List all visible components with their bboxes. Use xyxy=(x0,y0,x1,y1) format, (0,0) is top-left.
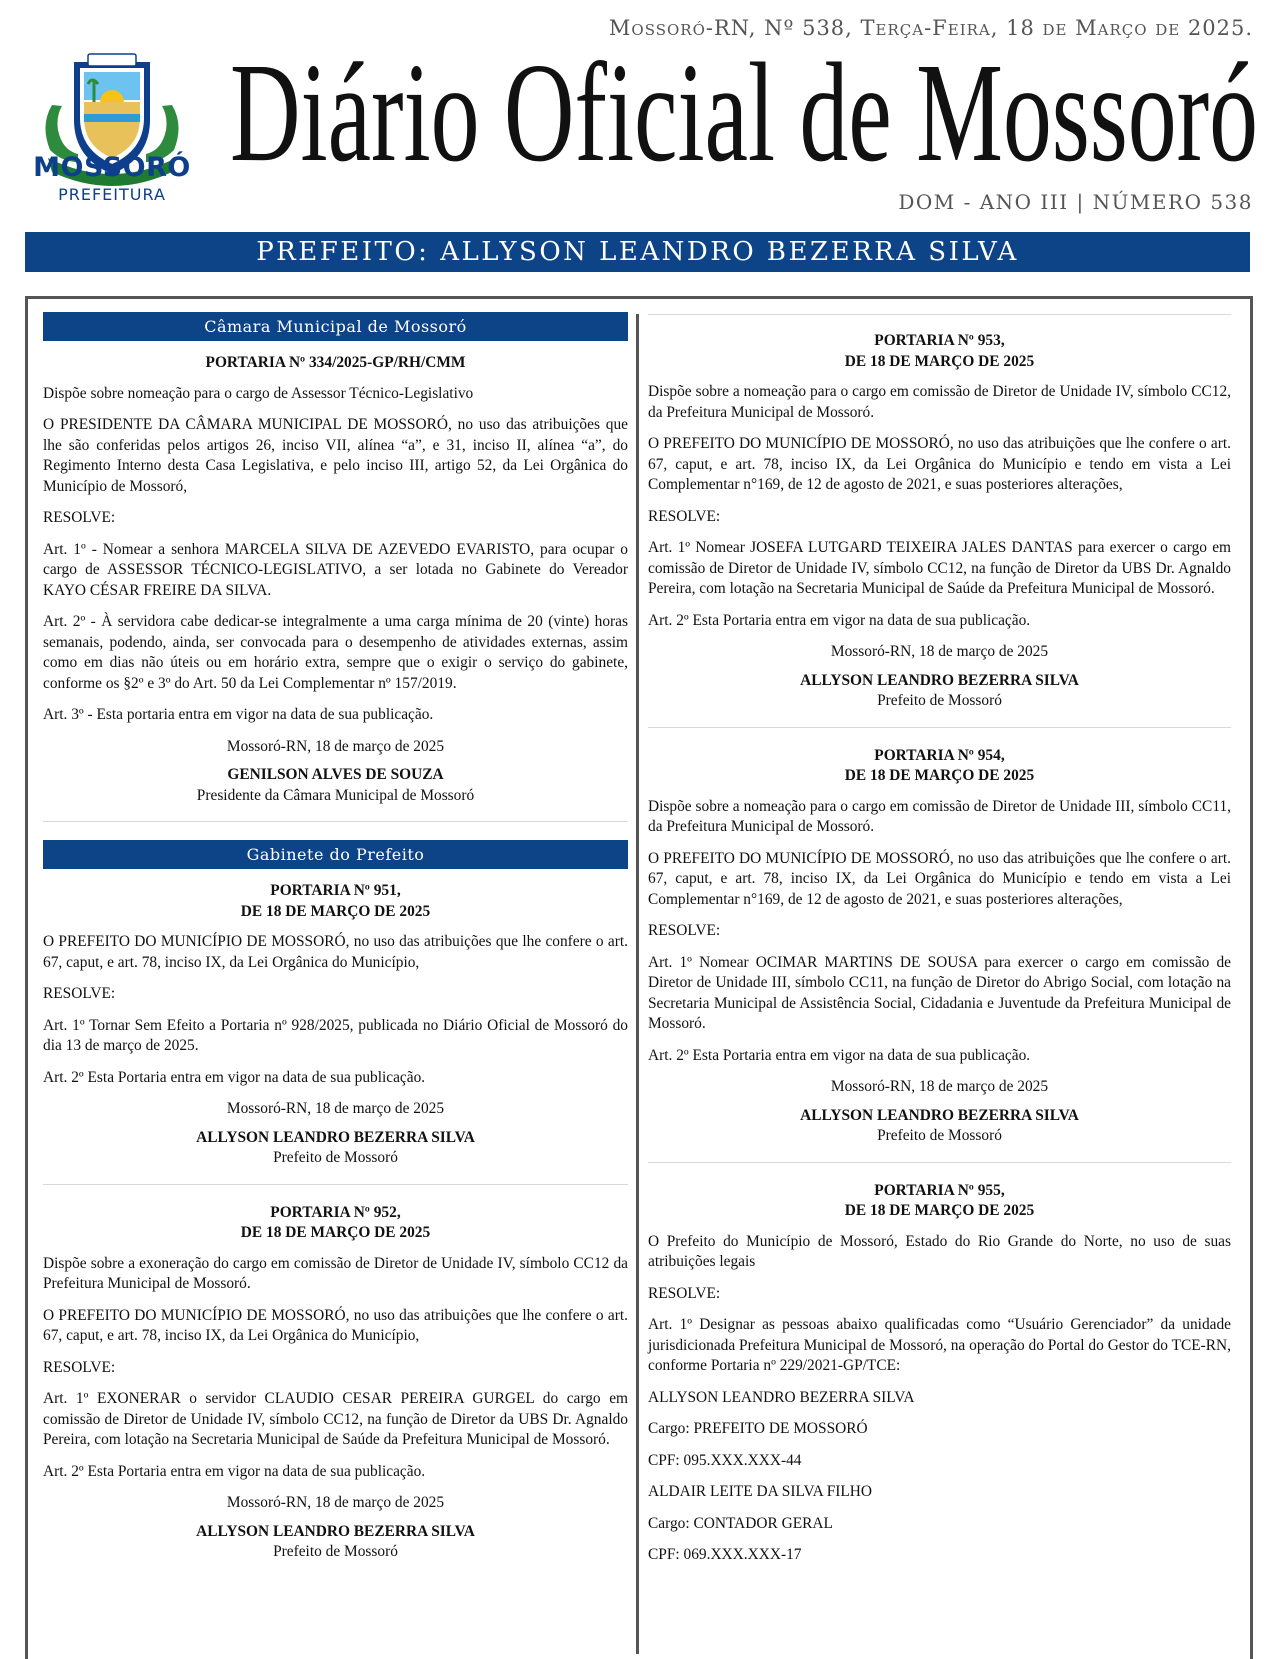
portaria-951-art1: Art. 1º Tornar Sem Efeito a Portaria nº 928/2025, publicada no Diário Oficial de Mossoró do dia 13 de março de 2025. xyxy=(43,1016,628,1054)
portaria-954-art1: Art. 1º Nomear OCIMAR MARTINS DE SOUSA para exercer o cargo em comissão de Diretor de Unidade III, símbolo CC11, na função de Diretor do Abrigo Social, com lotação na Secretaria Municipal de Assistência Social, Cidadania e Juventude da Prefeitura Municipal de Mossoró. xyxy=(648,953,1231,1032)
portaria-954-title: PORTARIA Nº 954, xyxy=(874,746,1005,764)
portaria-334-art3: Art. 3º - Esta portaria entra em vigor na data de sua publicação. xyxy=(43,706,434,723)
portaria-953-signer: ALLYSON LEANDRO BEZERRA SILVA xyxy=(800,671,1079,689)
portaria-955-title: PORTARIA Nº 955, xyxy=(874,1181,1005,1199)
section-camara: Câmara Municipal de Mossoró xyxy=(43,312,628,341)
portaria-954-art2: Art. 2º Esta Portaria entra em vigor na data de sua publicação. xyxy=(648,1046,1031,1064)
portaria-953-date: Mossoró-RN, 18 de março de 2025 xyxy=(830,643,1049,660)
portaria-955-preamble: O Prefeito do Município de Mossoró, Estado do Rio Grande do Norte, no uso de suas atribuições legais xyxy=(648,1232,1231,1270)
portaria-951-resolve: RESOLVE: xyxy=(43,985,116,1002)
divider xyxy=(43,821,628,822)
logo-wordmark: MOSSORÓ xyxy=(33,152,191,183)
portaria-951-date-title: DE 18 DE MARÇO DE 2025 xyxy=(240,902,431,920)
portaria-953-art1: Art. 1º Nomear JOSEFA LUTGARD TEIXEIRA JALES DANTAS para exercer o cargo em comissão de Diretor de Unidade IV, símbolo CC12, na função de Diretor da UBS Dr. Agnaldo Pereira, com lotação na Secretaria Municipal de Saúde da Prefeitura Municipal de Mossoró. xyxy=(648,539,1231,597)
portaria-334-ementa: Dispõe sobre nomeação para o cargo de Assessor Técnico-Legislativo xyxy=(43,384,474,402)
divider xyxy=(648,727,1231,728)
portaria-953-art2: Art. 2º Esta Portaria entra em vigor na data de sua publicação. xyxy=(648,611,1031,629)
issue-number: DOM - ANO III | NÚMERO 538 xyxy=(898,190,1253,214)
portaria-953-title: PORTARIA Nº 953, xyxy=(874,332,1005,349)
portaria-951-signer: ALLYSON LEANDRO BEZERRA SILVA xyxy=(196,1128,475,1146)
portaria-953-ementa: Dispõe sobre a nomeação para o cargo em comissão de Diretor de Unidade IV, símbolo CC12, da Prefeitura Municipal de Mossoró. xyxy=(648,383,1231,421)
portaria-954-resolve: RESOLVE: xyxy=(648,922,721,939)
portaria-952-date-title: DE 18 DE MARÇO DE 2025 xyxy=(240,1224,431,1241)
masthead-text: Diário Oficial de Mossoró xyxy=(230,33,1258,182)
portaria-954-preamble: O PREFEITO DO MUNICÍPIO DE MOSSORÓ, no uso das atribuições que lhe confere o art. 67, caput, e art. 78, inciso IX, da Lei Orgânica do Município e tendo em vista a Lei Complementar n°169, de 12 de agosto de 2021, e suas posteriores alterações, xyxy=(648,849,1231,908)
portaria-955-art1: Art. 1º Designar as pessoas abaixo qualificadas como “Usuário Gerenciador” da unidade jurisdicionada Prefeitura Municipal de Mossoró, na operação do Portal do Gestor do TCE-RN, conforme Portaria nº 229/2021-GP/TCE: xyxy=(648,1316,1231,1374)
section-gabinete: Gabinete do Prefeito xyxy=(43,840,628,869)
column-divider xyxy=(636,314,639,1654)
portaria-952-role: Prefeito de Mossoró xyxy=(273,1543,398,1560)
portaria-953-date-title: DE 18 DE MARÇO DE 2025 xyxy=(844,352,1035,370)
portaria-951-date: Mossoró-RN, 18 de março de 2025 xyxy=(226,1100,445,1117)
portaria-955-person2-cargo: Cargo: CONTADOR GERAL xyxy=(648,1514,833,1532)
portaria-952-resolve: RESOLVE: xyxy=(43,1358,116,1376)
portaria-951-title: PORTARIA Nº 951, xyxy=(270,882,401,899)
portaria-952-preamble: O PREFEITO DO MUNICÍPIO DE MOSSORÓ, no uso das atribuições que lhe confere o art. 67, caput, e art. 78, inciso IX, da Lei Orgânica do Município, xyxy=(43,1306,628,1344)
divider xyxy=(648,1162,1231,1163)
right-column xyxy=(648,312,1231,1577)
portaria-951-art2: Art. 2º Esta Portaria entra em vigor na data de sua publicação. xyxy=(43,1068,426,1086)
portaria-334-title: PORTARIA Nº 334/2025-GP/RH/CMM xyxy=(205,354,466,371)
portaria-952-date: Mossoró-RN, 18 de março de 2025 xyxy=(226,1494,445,1511)
portaria-334-date: Mossoró-RN, 18 de março de 2025 xyxy=(226,737,445,755)
portaria-951-preamble: O PREFEITO DO MUNICÍPIO DE MOSSORÓ, no uso das atribuições que lhe confere o art. 67, caput, e art. 78, inciso IX, da Lei Orgânica do Município, xyxy=(43,933,628,971)
divider xyxy=(43,1184,628,1185)
portaria-952-signer: ALLYSON LEANDRO BEZERRA SILVA xyxy=(196,1522,475,1540)
portaria-953-role: Prefeito de Mossoró xyxy=(877,692,1002,709)
masthead-title xyxy=(230,32,1260,182)
portaria-334-art2: Art. 2º - À servidora cabe dedicar-se integralmente a uma carga mínima de 20 (vinte) horas semanais, podendo, ainda, ser convocada para o desempenho de atividades externas, assim como em dias não úteis ou em horário extra, sempre que o exigir o serviço do gabinete, conforme os §2º e 3º do Art. 50 da Lei Complementar nº 157/2019. xyxy=(43,613,628,692)
portaria-952-ementa: Dispõe sobre a exoneração do cargo em comissão de Diretor de Unidade IV, símbolo CC12 da Prefeitura Municipal de Mossoró. xyxy=(43,1254,628,1292)
portaria-334-resolve: RESOLVE: xyxy=(43,509,116,526)
portaria-955-resolve: RESOLVE: xyxy=(648,1284,721,1302)
portaria-953-resolve: RESOLVE: xyxy=(648,507,721,525)
portaria-334-signer: GENILSON ALVES DE SOUZA xyxy=(227,766,444,783)
portaria-955-person1-name: ALLYSON LEANDRO BEZERRA SILVA xyxy=(648,1388,915,1406)
portaria-954-role: Prefeito de Mossoró xyxy=(877,1127,1002,1144)
logo-subtitle: PREFEITURA xyxy=(58,185,166,204)
portaria-954-signer: ALLYSON LEANDRO BEZERRA SILVA xyxy=(800,1106,1079,1124)
portaria-955-person1-cargo: Cargo: PREFEITO DE MOSSORÓ xyxy=(648,1420,868,1437)
portaria-955-person1-cpf: CPF: 095.XXX.XXX-44 xyxy=(648,1451,802,1469)
left-column xyxy=(43,312,628,1563)
mayor-banner: PREFEITO: ALLYSON LEANDRO BEZERRA SILVA xyxy=(25,232,1250,272)
portaria-954-date: Mossoró-RN, 18 de março de 2025 xyxy=(830,1078,1049,1095)
portaria-952-title: PORTARIA Nº 952, xyxy=(270,1203,401,1221)
portaria-334-preamble: O PRESIDENTE DA CÂMARA MUNICIPAL DE MOSSORÓ, no uso das atribuições que lhe são conferidas pelos artigos 26, inciso VII, alínea “a”, e 31, inciso II, alínea “a”, do Regimento Interno desta Casa Legislativa, e pelo inciso III, artigo 52, da Lei Orgânica do Município de Mossoró, xyxy=(43,416,628,495)
portaria-955-person2-cpf: CPF: 069.XXX.XXX-17 xyxy=(648,1546,802,1563)
portaria-954-ementa: Dispõe sobre a nomeação para o cargo em comissão de Diretor de Unidade III, símbolo CC11, da Prefeitura Municipal de Mossoró. xyxy=(648,797,1231,835)
portaria-952-art1: Art. 1º EXONERAR o servidor CLAUDIO CESAR PEREIRA GURGEL do cargo em comissão de Diretor de Unidade IV, símbolo CC12, na função de Diretor da UBS Dr. Agnaldo Pereira, com lotação na Secretaria Municipal de Saúde da Prefeitura Municipal de Mossoró. xyxy=(43,1390,628,1448)
portaria-334-role: Presidente da Câmara Municipal de Mossoró xyxy=(196,786,475,804)
edition-line: Mossoró-RN, Nº 538, Terça-Feira, 18 de Março de 2025. xyxy=(608,16,1253,40)
divider xyxy=(648,314,1231,315)
portaria-334-art1: Art. 1º - Nomear a senhora MARCELA SILVA DE AZEVEDO EVARISTO, para ocupar o cargo de ASSESSOR TÉCNICO-LEGISLATIVO, a ser lotada no Gabinete do Vereador KAYO CÉSAR FREIRE DA SILVA. xyxy=(43,540,628,599)
portaria-955-person2-name: ALDAIR LEITE DA SILVA FILHO xyxy=(648,1483,873,1500)
portaria-951-role: Prefeito de Mossoró xyxy=(273,1149,398,1166)
portaria-952-art2: Art. 2º Esta Portaria entra em vigor na data de sua publicação. xyxy=(43,1462,426,1480)
portaria-954-date-title: DE 18 DE MARÇO DE 2025 xyxy=(844,767,1035,784)
portaria-955-date-title: DE 18 DE MARÇO DE 2025 xyxy=(844,1202,1035,1219)
portaria-953-preamble: O PREFEITO DO MUNICÍPIO DE MOSSORÓ, no uso das atribuições que lhe confere o art. 67, caput, e art. 78, inciso IX, da Lei Orgânica do Município e tendo em vista a Lei Complementar n°169, de 12 de agosto de 2021, e suas posteriores alterações, xyxy=(648,435,1231,493)
